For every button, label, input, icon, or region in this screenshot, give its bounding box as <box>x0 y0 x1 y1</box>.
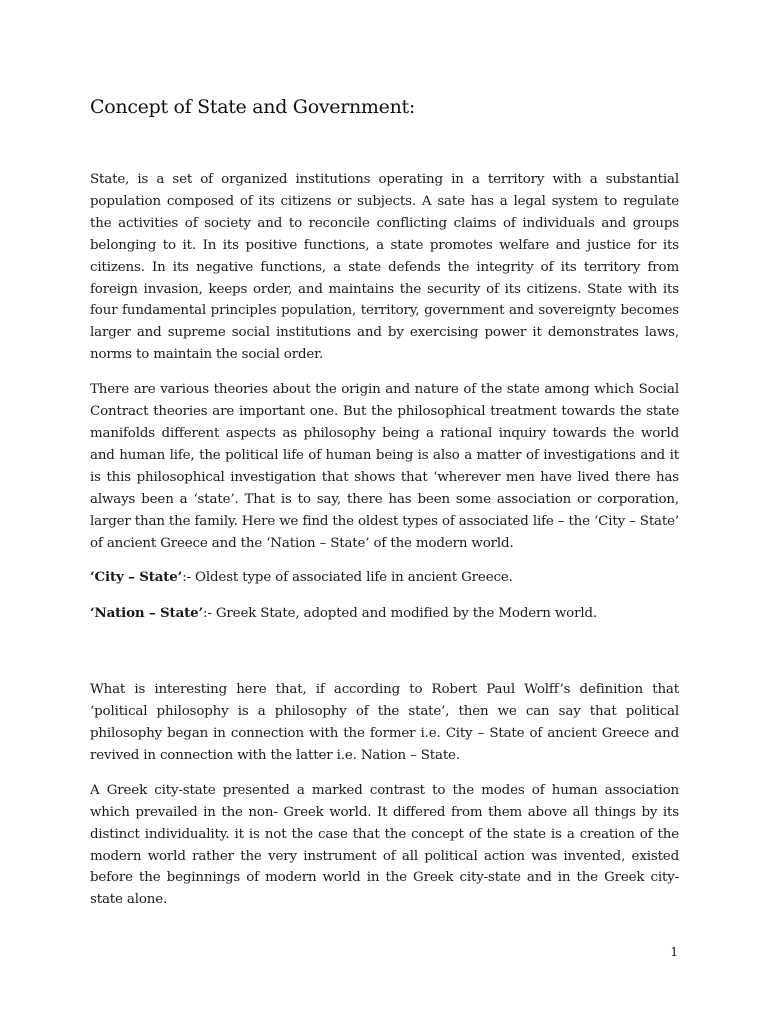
paragraph-greek-city-state: A Greek city-state presented a marked contrast to the modes of human association which prevailed in the non- Greek world. It differed from them above all things by its distinct individuality. it is not the case that the concept of the state is a creation of the modern world rather the very instrument of all political action was invented, existed before the beginnings of modern world in the Greek city-state and in the Greek city-state alone. <box>90 782 679 908</box>
definition-term: ‘Nation – State’ <box>90 605 204 622</box>
definition-nation-state <box>90 603 679 625</box>
paragraph-wolff: What is interesting here that, if according to Robert Paul Wolff’s definition that ‘political philosophy is a philosophy of the state’, then we can say that political philosophy began in connection with the former i.e. City – State of ancient Greece and revived in connection with the latter i.e. Nation – State. <box>90 682 679 763</box>
definition-text: :- Greek State, adopted and modified by the Modern world. <box>203 606 597 622</box>
paragraph-theories: There are various theories about the origin and nature of the state among which Social Contract theories are important one. But the philosophical treatment towards the state manifolds different aspects as philosophy being a rational inquiry towards the world and human life, the political life of human being is also a matter of investigations and it is this philosophical investigation that shows that ‘wherever men have lived there has always been a ‘state’. That is to say, there has been some association or corporation, larger than the family. Here we find the oldest types of associated life – the ‘City – State’ of ancient Greece and the ‘Nation – State’ of the modern world. <box>90 382 679 551</box>
section-gap <box>90 639 679 679</box>
document-body <box>90 169 679 924</box>
page-title: Concept of State and Government: <box>90 96 415 118</box>
definition-term: ‘City – State’ <box>90 569 183 586</box>
definition-city-state <box>90 567 679 589</box>
paragraph-state-definition: State, is a set of organized institutions operating in a territory with a substantial population composed of its citizens or subjects. A sate has a legal system to regulate the activities of society and to reconcile conflicting claims of individuals and groups belonging to it. In its positive functions, a state promotes welfare and justice for its citizens. In its negative functions, a state defends the integrity of its territory from foreign invasion, keeps order, and maintains the security of its citizens. State with its four fundamental principles population, territory, government and sovereignty becomes larger and supreme social institutions and by exercising power it demonstrates laws, norms to maintain the social order. <box>90 172 679 363</box>
page-number: 1 <box>670 945 678 959</box>
definition-text: :- Oldest type of associated life in ancient Greece. <box>182 570 513 586</box>
